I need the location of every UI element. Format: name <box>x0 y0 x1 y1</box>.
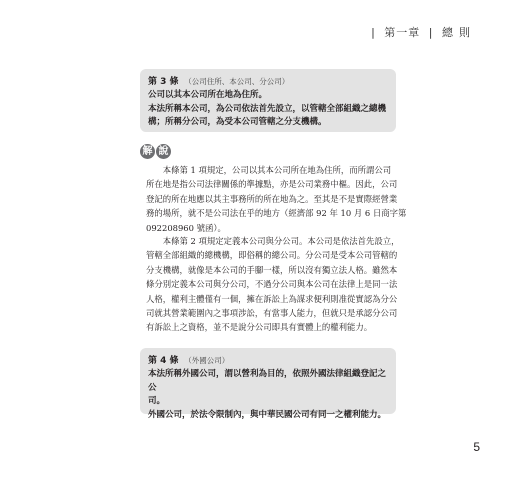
paragraph-line: 人格，權利主體僅有一個，擁在訴訟上為謀求便利則准從實認為分公 <box>146 293 398 304</box>
article-text-line: 司。 <box>148 396 166 406</box>
chapter-label: 第一章 <box>384 26 421 39</box>
explanation-badge <box>140 144 171 159</box>
article-text-line: 本法所稱本公司，為公司依法首先設立，以管轄全部組織之總機 <box>148 103 387 114</box>
paragraph-line: 本條第 2 項規定定義本公司與分公司。本公司是依法首先設立， <box>146 236 400 246</box>
paragraph-line: 所在地是指公司法律關係的準據點，亦是公司業務中樞。因此，公司 <box>146 179 398 190</box>
article-text-line: 構；所稱分公司，為受本公司管轄之分支機構。 <box>148 117 327 127</box>
section-label: 總則 <box>442 26 476 39</box>
explanation-paragraph-2 <box>146 234 400 335</box>
article-4-title <box>148 354 386 368</box>
article-subtitle: （公司住所、本公司、分公司） <box>184 77 290 86</box>
page-number: 5 <box>473 440 480 454</box>
article-number: 第 4 條 <box>148 356 179 366</box>
article-number: 第 3 條 <box>148 77 179 87</box>
article-subtitle: （外國公司） <box>184 356 230 365</box>
paragraph-line: 條分別定義本公司與分公司，不過分公司與本公司在法律上是同一法 <box>146 279 398 290</box>
article-4-box <box>140 348 396 420</box>
header-separator: | <box>371 26 376 39</box>
paragraph-line: 管轄全部組織的總機構，即俗稱的總公司。分公司是受本公司管轄的 <box>146 250 398 261</box>
paragraph-line: 本條第 1 項規定，公司以其本公司所在地為住所，而所謂公司 <box>146 165 392 175</box>
article-3-box <box>140 69 396 132</box>
paragraph-line: 務的場所，就不是公司法在乎的地方（經濟部 92 年 10 月 6 日商字第 <box>146 208 407 219</box>
explanation-badge-char: 解 <box>140 144 155 159</box>
explanation-paragraph-1 <box>146 163 407 235</box>
header-separator-2: | <box>428 26 434 39</box>
paragraph-line: 有訴訟上之資格，並不是說分公司即具有實體上的權利能力。 <box>146 322 373 333</box>
article-text-line: 本法所稱外國公司，謂以營利為目的，依照外國法律組織登記之公 <box>148 369 387 393</box>
paragraph-line: 司就其營業範圍內之事項涉訟，有當事人能力，但就只是承認分公司 <box>146 308 398 319</box>
explanation-badge-char: 說 <box>156 144 171 159</box>
article-text-line: 公司以其本公司所在地為住所。 <box>148 90 268 100</box>
paragraph-line: 分支機構，就像是本公司的手腳一樣，所以沒有獨立法人格。雖然本 <box>146 264 398 275</box>
running-header <box>371 24 476 40</box>
paragraph-line: 登記的所在地應以其主事務所的所在地為之。至其是不是實際經營業 <box>146 193 398 204</box>
article-text-line: 外國公司，於法令限制內，與中華民國公司有同一之權利能力。 <box>148 409 387 420</box>
article-3-title <box>148 75 386 89</box>
paragraph-line: 092208960 號函）。 <box>146 222 226 233</box>
